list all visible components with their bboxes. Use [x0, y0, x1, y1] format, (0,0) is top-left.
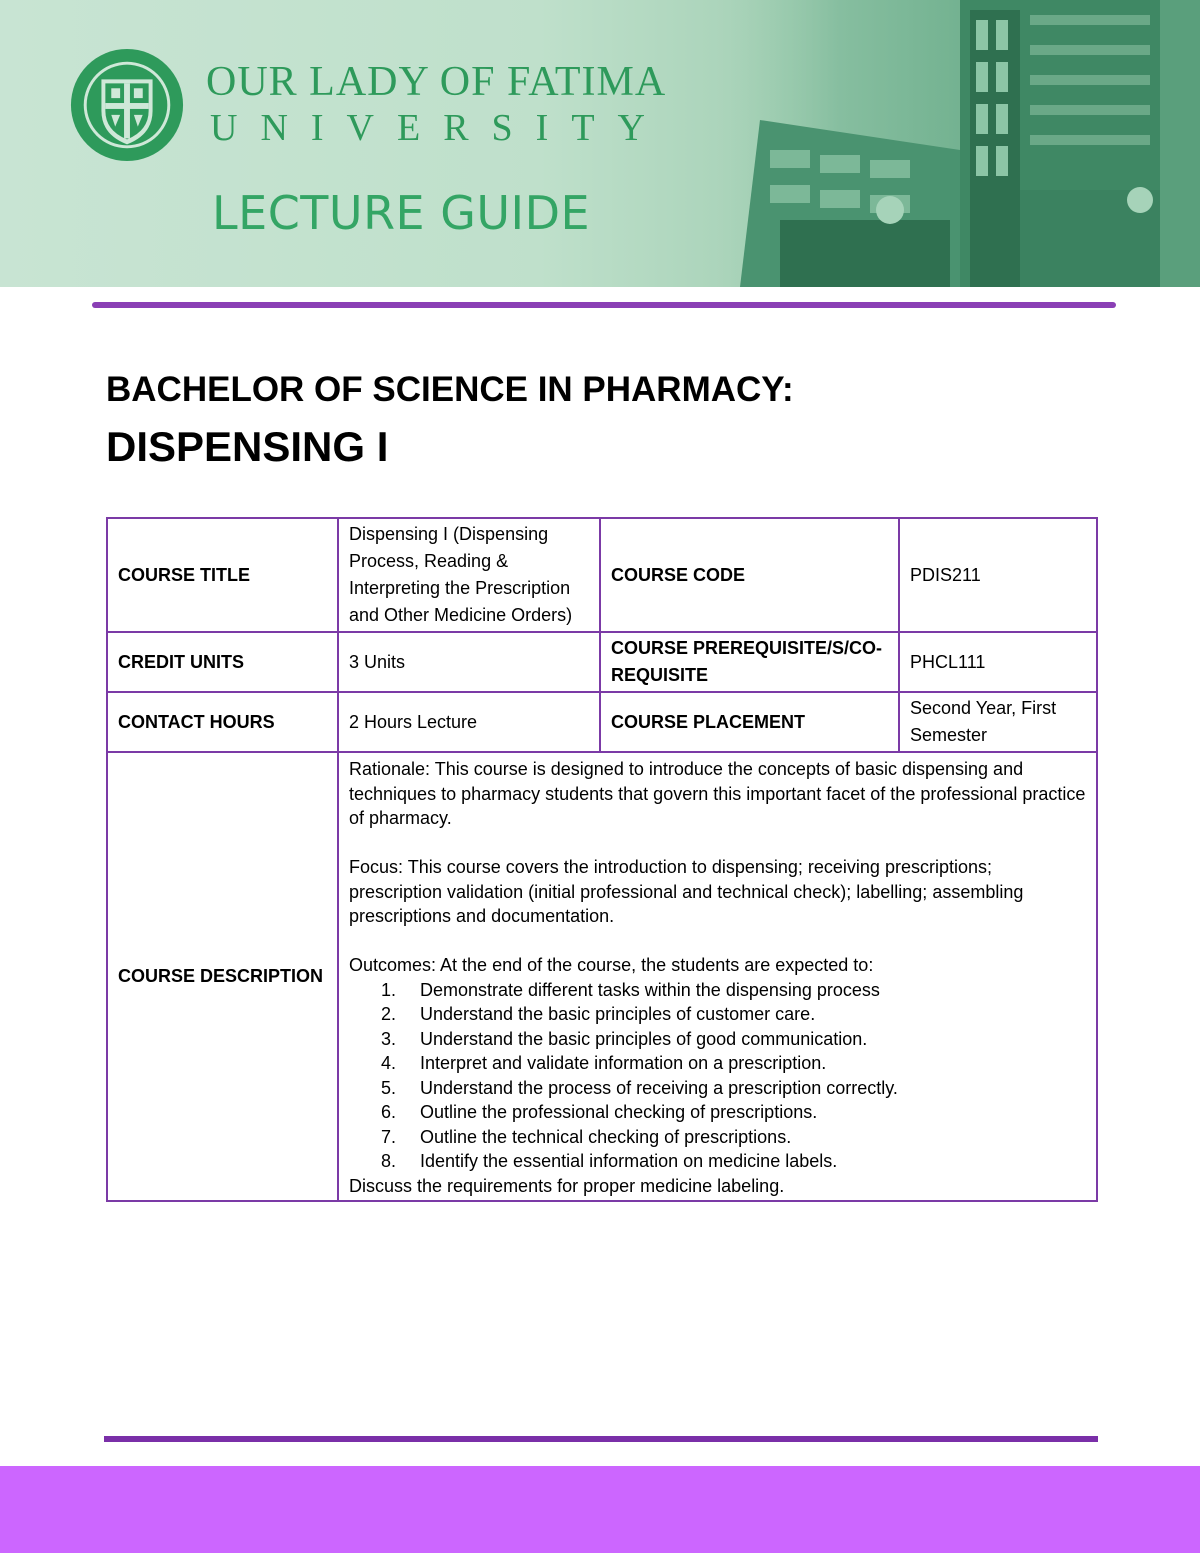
footer-divider: [104, 1436, 1098, 1442]
course-title-value: Dispensing I (Dispensing Process, Reading & Interpreting the Prescription and Other Medicine Orders): [338, 518, 600, 632]
course-code-label: COURSE CODE: [600, 518, 899, 632]
university-name-line1: OUR LADY OF FATIMA: [206, 59, 667, 105]
program-title: BACHELOR OF SCIENCE IN PHARMACY:: [106, 370, 794, 409]
list-item: 8. Identify the essential information on medicine labels.: [381, 1151, 838, 1171]
contact-hours-label: CONTACT HOURS: [107, 692, 338, 752]
prerequisite-label: COURSE PREREQUISITE/S/CO-REQUISITE: [600, 632, 899, 692]
course-code-value: PDIS211: [899, 518, 1097, 632]
list-item: 3. Understand the basic principles of good communication.: [381, 1028, 868, 1049]
list-item: 7. Outline the technical checking of prescriptions.: [381, 1126, 792, 1147]
course-info-table: [106, 517, 1098, 1202]
university-building-image: [720, 0, 1200, 287]
rationale-text: Rationale: This course is designed to introduce the concepts of basic dispensing and techniques to pharmacy students that govern this important facet of the professional practice of pharmacy.: [349, 759, 1086, 828]
list-item: 1. Demonstrate different tasks within the dispensing process: [381, 979, 880, 1000]
list-item: 6. Outline the professional checking of prescriptions.: [381, 1102, 818, 1122]
table-row: [107, 752, 1097, 1201]
table-row: [107, 692, 1097, 752]
table-row: [107, 518, 1097, 632]
credit-units-label: CREDIT UNITS: [107, 632, 338, 692]
course-description-label: COURSE DESCRIPTION: [107, 752, 338, 1201]
course-name: DISPENSING I: [106, 423, 389, 470]
focus-text: Focus: This course covers the introduction to dispensing; receiving prescriptions; prescription validation (initial professional and technical check); labelling; assembling prescriptions and documentation.: [349, 857, 1024, 926]
prerequisite-value: PHCL111: [899, 632, 1097, 692]
list-item: 5. Understand the process of receiving a prescription correctly.: [381, 1077, 898, 1098]
university-name-line2: UNIVERSITY: [210, 107, 668, 149]
header-banner: [0, 0, 1200, 287]
placement-value: Second Year, First Semester: [899, 692, 1097, 752]
list-item: 2. Understand the basic principles of customer care.: [381, 1004, 816, 1024]
footer-band: [0, 1466, 1200, 1553]
outcomes-intro: Outcomes: At the end of the course, the students are expected to:: [349, 955, 874, 975]
closing-text: Discuss the requirements for proper medicine labeling.: [349, 1175, 785, 1196]
outcomes-list: [349, 978, 1086, 1174]
university-seal-icon: [68, 46, 186, 164]
list-item: 4. Interpret and validate information on a prescription.: [381, 1053, 827, 1073]
table-row: [107, 632, 1097, 692]
credit-units-value: 3 Units: [338, 632, 600, 692]
placement-label: COURSE PLACEMENT: [600, 692, 899, 752]
course-description-body: [338, 752, 1097, 1201]
document-type-heading: LECTURE GUIDE: [212, 186, 591, 240]
contact-hours-value: 2 Hours Lecture: [338, 692, 600, 752]
course-title-label: COURSE TITLE: [107, 518, 338, 632]
header-divider: [92, 302, 1116, 308]
